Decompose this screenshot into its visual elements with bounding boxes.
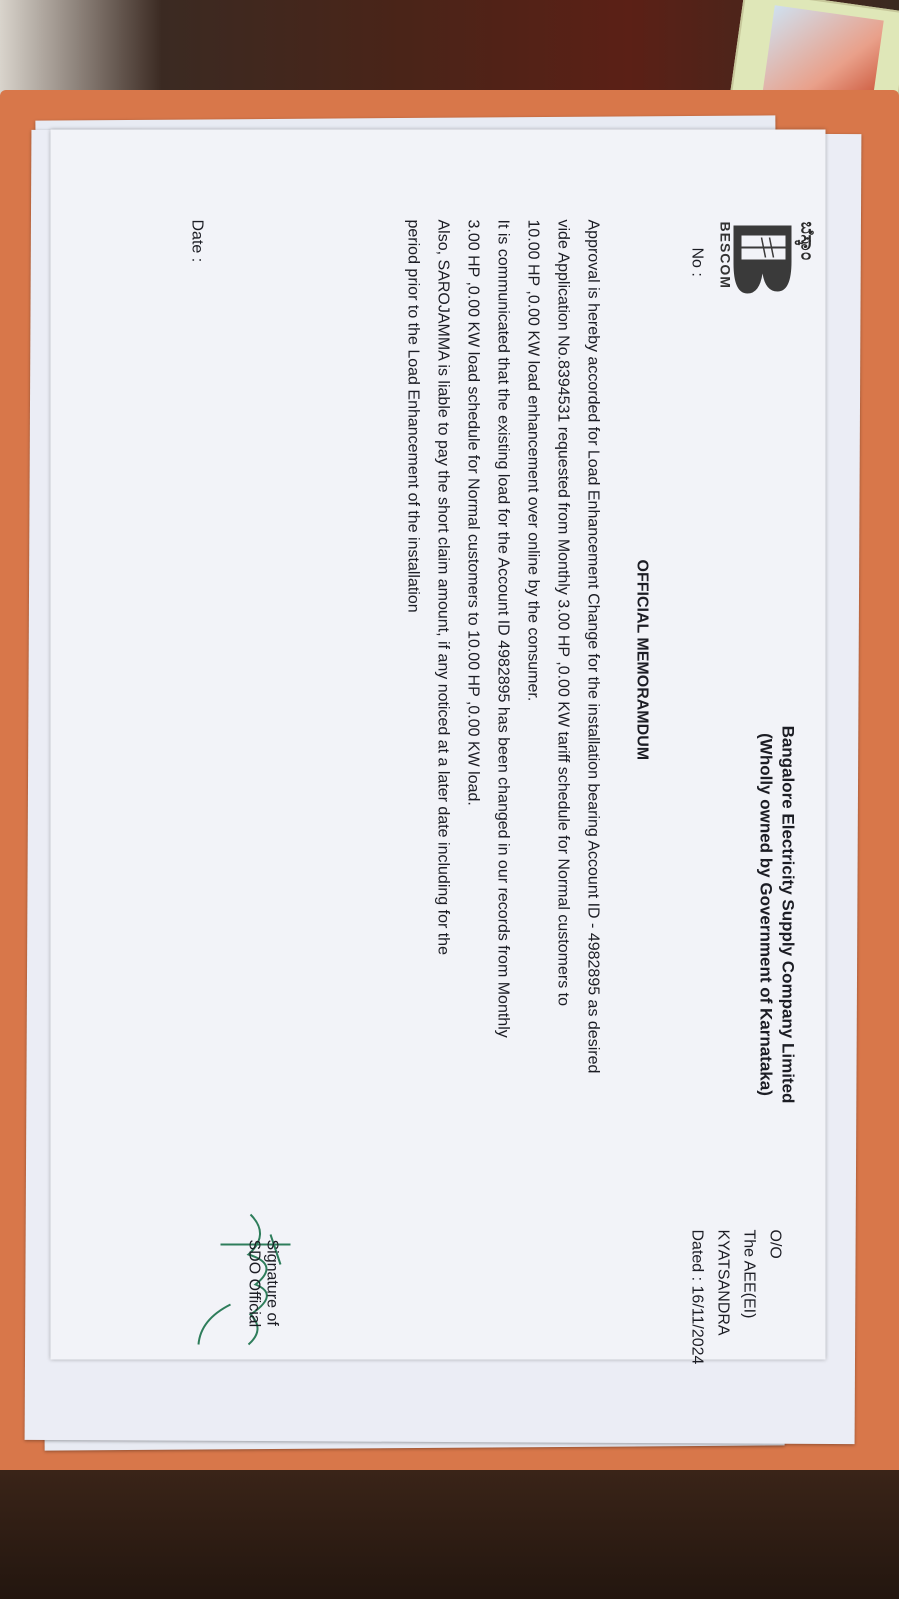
memo-line: 3.00 HP ,0.00 KW load schedule for Normal customers to 10.00 HP ,0.00 KW load. [464, 219, 482, 806]
office-line: The AEE(EI) [740, 1229, 758, 1319]
memo-line: It is communicated that the existing load for the Account ID 4982895 has been changed in our records from Monthly [494, 219, 512, 1038]
signature-label: Signature of SDO Official [245, 1239, 281, 1328]
dated-line: Dated : 16/11/2024 [688, 1229, 706, 1365]
memo-line: period prior to the Load Enhancement of the installation [404, 219, 422, 613]
bescom-logo-icon [732, 222, 794, 296]
memo-line: Approval is hereby accorded for Load Enhancement Change for the installation bearing Account ID - 4982895 as desired [584, 219, 602, 1074]
memo-line: 10.00 HP ,0.00 KW load enhancement over online by the consumer. [524, 219, 542, 702]
office-line: O/O [766, 1229, 784, 1259]
company-name: Bangalore Electricity Supply Company Limited [778, 725, 798, 1104]
memo-number-label: No : [688, 247, 706, 277]
memo-title: OFFICIAL MEMORAMDUM [633, 559, 651, 761]
date-label: Date : [188, 219, 206, 263]
logo-name-text: BESCOM [717, 221, 734, 289]
office-line: KYATSANDRA [714, 1229, 732, 1336]
logo-kannada-text: ಬೆಸ್ಕಾಂ [797, 221, 818, 261]
memo-page [51, 130, 826, 1365]
memo-body [398, 220, 608, 1350]
memo-line: vide Application No.8394531 requested from Monthly 3.00 HP ,0.00 KW tariff schedule for Normal customers to [554, 219, 572, 1006]
company-subtitle: (Wholly owned by Government of Karnataka) [756, 733, 776, 1096]
memo-line: Also, SAROJAMMA is liable to pay the short claim amount, if any noticed at a later date including for the [434, 219, 452, 955]
office-block [684, 1230, 788, 1370]
